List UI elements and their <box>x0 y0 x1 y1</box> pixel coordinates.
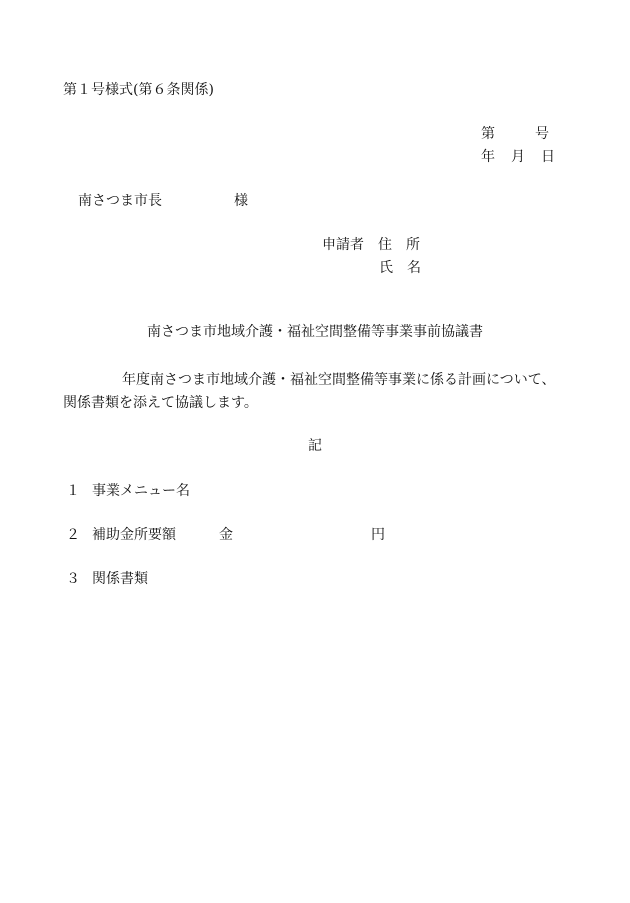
date-year: 年 <box>481 149 495 165</box>
amount-kin: 金 <box>219 527 233 543</box>
form-number: 第１号様式(第６条関係) <box>63 82 214 98</box>
item-label: 補助金所要額 <box>92 527 176 543</box>
document-title: 南さつま市地域介護・福祉空間整備等事業事前協議書 <box>147 324 483 340</box>
applicant-address-label: 住 所 <box>378 237 420 253</box>
item-label: 関係書類 <box>92 571 148 587</box>
item-number: ２ <box>66 527 80 543</box>
addressee-honorific: 様 <box>234 193 248 209</box>
addressee-name: 南さつま市長 <box>78 193 162 209</box>
item-number: ３ <box>66 571 80 587</box>
amount-en: 円 <box>371 527 385 543</box>
ki-heading: 記 <box>308 438 322 454</box>
body-line-2: 関係書類を添えて協議します。 <box>63 395 258 411</box>
applicant-name-label: 氏 名 <box>379 260 421 276</box>
list-item <box>66 570 148 588</box>
date-month: 月 <box>511 149 525 165</box>
doc-number-prefix: 第 <box>481 126 495 142</box>
list-item <box>66 482 190 500</box>
addressee <box>78 192 248 210</box>
document-number <box>481 125 549 143</box>
date-day: 日 <box>541 149 555 165</box>
applicant-address-line <box>322 236 420 254</box>
item-label: 事業メニュー名 <box>92 483 190 499</box>
document-date <box>481 148 555 166</box>
doc-number-suffix: 号 <box>535 126 549 142</box>
body-line-1: 年度南さつま市地域介護・福祉空間整備等事業に係る計画について、 <box>122 372 556 388</box>
applicant-name-line <box>379 259 421 277</box>
item-number: １ <box>66 483 80 499</box>
list-item <box>66 526 385 544</box>
applicant-label: 申請者 <box>322 237 364 253</box>
